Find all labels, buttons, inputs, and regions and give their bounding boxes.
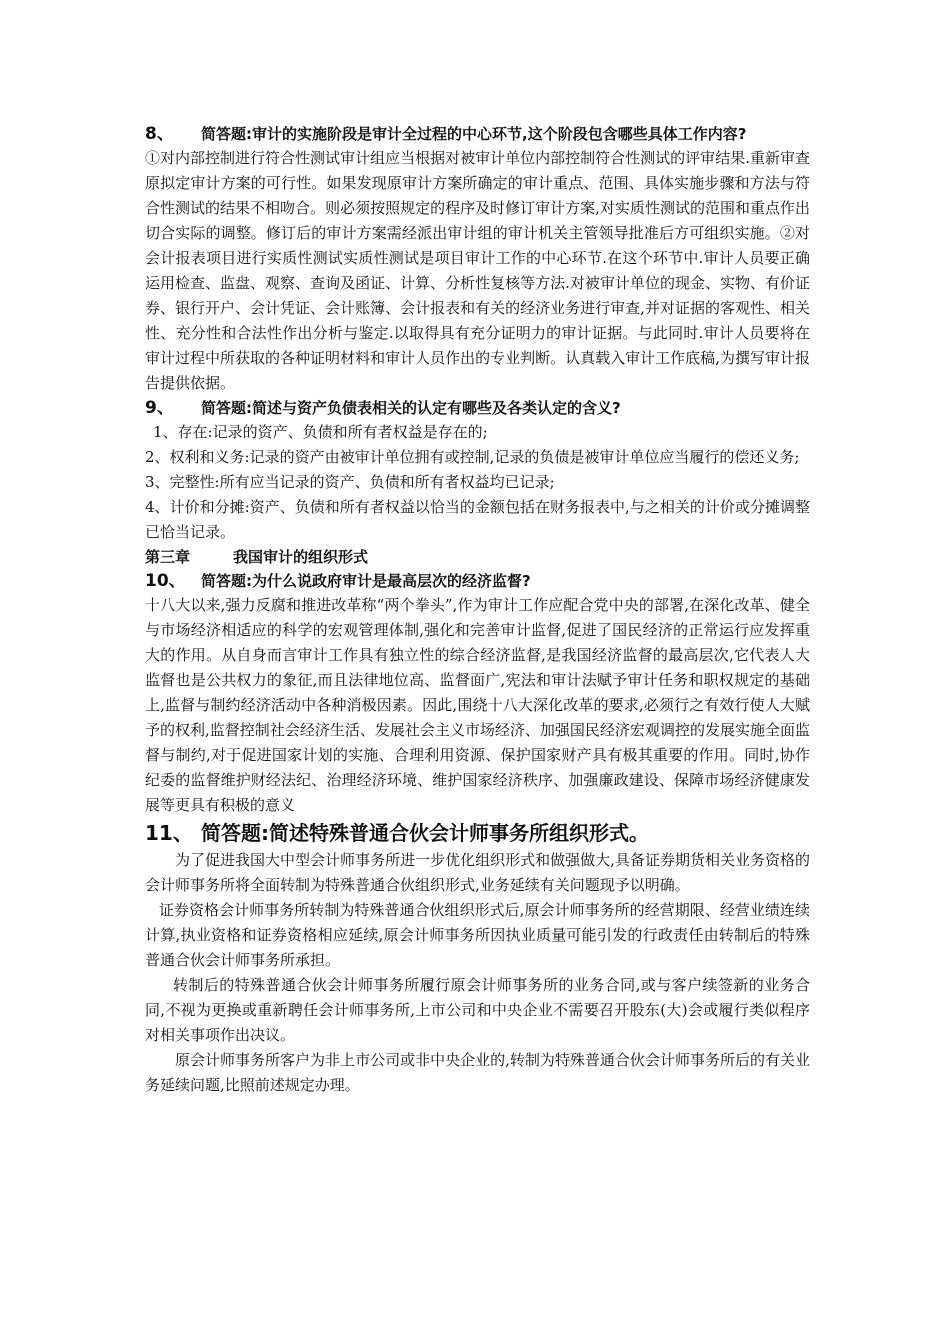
question-11-number: 11、 — [145, 821, 193, 845]
question-9-item-2: 2、权利和义务:记录的资产由被审计单位拥有或控制,记录的负债是被审计单位应当履行的偿还义务; — [145, 448, 800, 466]
question-8-title: 简答题:审计的实施阶段是审计全过程的中心环节,这个阶段包含哪些具体工作内容? — [201, 125, 747, 143]
question-8-number: 8、 — [145, 124, 174, 144]
question-11-paragraph-4: 原会计师事务所客户为非上市公司或非中央企业的,转制为特殊普通合伙会计师事务所后的有关业务延续问题,比照前述规定办理。 — [145, 1051, 810, 1094]
chapter-title: 我国审计的组织形式 — [233, 548, 369, 566]
question-11-heading — [145, 818, 810, 848]
question-9-heading — [145, 396, 810, 420]
question-10-answer: 十八大以来,强力反腐和推进改革称“两个拳头”,作为审计工作应配合党中央的部署,在深化改革、健全与市场经济相适应的科学的宏观管理体制,强化和完善审计监督,促进了国民经济的正常运行应发挥重大的作用。从自身而言审计工作具有独立性的综合经济监督,是我国经济监督的最高层次,它代表人大监督也是公共权力的象征,而且法律地位高、监督面广,宪法和审计法赋予审计任务和职权规定的基础上,监督与制约经济活动中各种消极因素。因此,围绕十八大深化改革的要求,必须行之有效行使人大赋予的权利,监督控制社会经济生活、发展社会主义市场经济、加强国民经济宏观调控的发展实施全面监督与制约,对于促进国家计划的实施、合理利用资源、保护国家财产具有极其重要的作用。同时,协作纪委的监督维护财经法纪、治理经济环境、维护国家经济秩序、加强廉政建设、保障市场经济健康发展等更具有积极的意义 — [145, 596, 810, 814]
question-9-item-3: 3、完整性:所有应当记录的资产、负债和所有者权益均已记录; — [145, 473, 555, 491]
document-content — [145, 122, 810, 1098]
chapter-heading — [145, 545, 810, 569]
question-9-title: 简答题:简述与资产负债表相关的认定有哪些及各类认定的含义? — [201, 399, 621, 417]
question-11-paragraph-1: 为了促进我国大中型会计师事务所进一步优化组织形式和做强做大,具备证券期货相关业务资格的会计师事务所将全面转制为特殊普通合伙组织形式,业务延续有关问题现予以明确。 — [145, 851, 810, 894]
question-9-item-1: 1、存在:记录的资产、负债和所有者权益是存在的; — [153, 423, 488, 441]
question-11-title: 简答题:简述特殊普通合伙会计师事务所组织形式。 — [201, 821, 649, 845]
question-8-answer: ①对内部控制进行符合性测试审计组应当根据对被审计单位内部控制符合性测试的评审结果.重新审查原拟定审计方案的可行性。如果发现原审计方案所确定的审计重点、范围、具体实施步骤和方法与符合性测试的结果不相吻合。则必须按照规定的程序及时修订审计方案,对实质性测试的范围和重点作出切合实际的调整。修订后的审计方案需经派出审计组的审计机关主管领导批准后方可组织实施。②对会计报表项目进行实质性测试实质性测试是项目审计工作的中心环节.在这个环节中.审计人员要正确运用检查、监盘、观察、查询及函证、计算、分析性复核等方法.对被审计单位的现金、实物、有价证券、银行开户、会计凭证、会计账簿、会计报表和有关的经济业务进行审查,并对证据的客观性、相关性、充分性和合法性作出分析与鉴定.以取得具有充分证明力的审计证据。与此同时.审计人员要将在审计过程中所获取的各种证明材料和审计人员作出的专业判断。认真载入审计工作底稿,为撰写审计报告提供依据。 — [145, 149, 810, 392]
question-11-paragraph-3: 转制后的特殊普通合伙会计师事务所履行原会计师事务所的业务合同,或与客户续签新的业务合同,不视为更换或重新聘任会计师事务所,上市公司和中央企业不需要召开股东(大)会或履行类似程序对相关事项作出决议。 — [145, 976, 810, 1044]
question-11-paragraph-2: 证券资格会计师事务所转制为特殊普通合伙组织形式后,原会计师事务所的经营期限、经营业绩连续计算,执业资格和证券资格相应延续,原会计师事务所因执业质量可能引发的行政责任由转制后的特殊普通合伙会计师事务所承担。 — [145, 901, 810, 969]
question-8-heading — [145, 122, 810, 146]
question-10-number: 10、 — [145, 571, 186, 591]
chapter-number: 第三章 — [145, 548, 191, 566]
question-9-item-4: 4、计价和分摊:资产、负债和所有者权益以恰当的金额包括在财务报表中,与之相关的计价或分摊调整已恰当记录。 — [145, 498, 810, 541]
question-10-heading — [145, 569, 810, 593]
question-10-title: 简答题:为什么说政府审计是最高层次的经济监督? — [201, 572, 531, 590]
question-9-number: 9、 — [145, 398, 174, 418]
